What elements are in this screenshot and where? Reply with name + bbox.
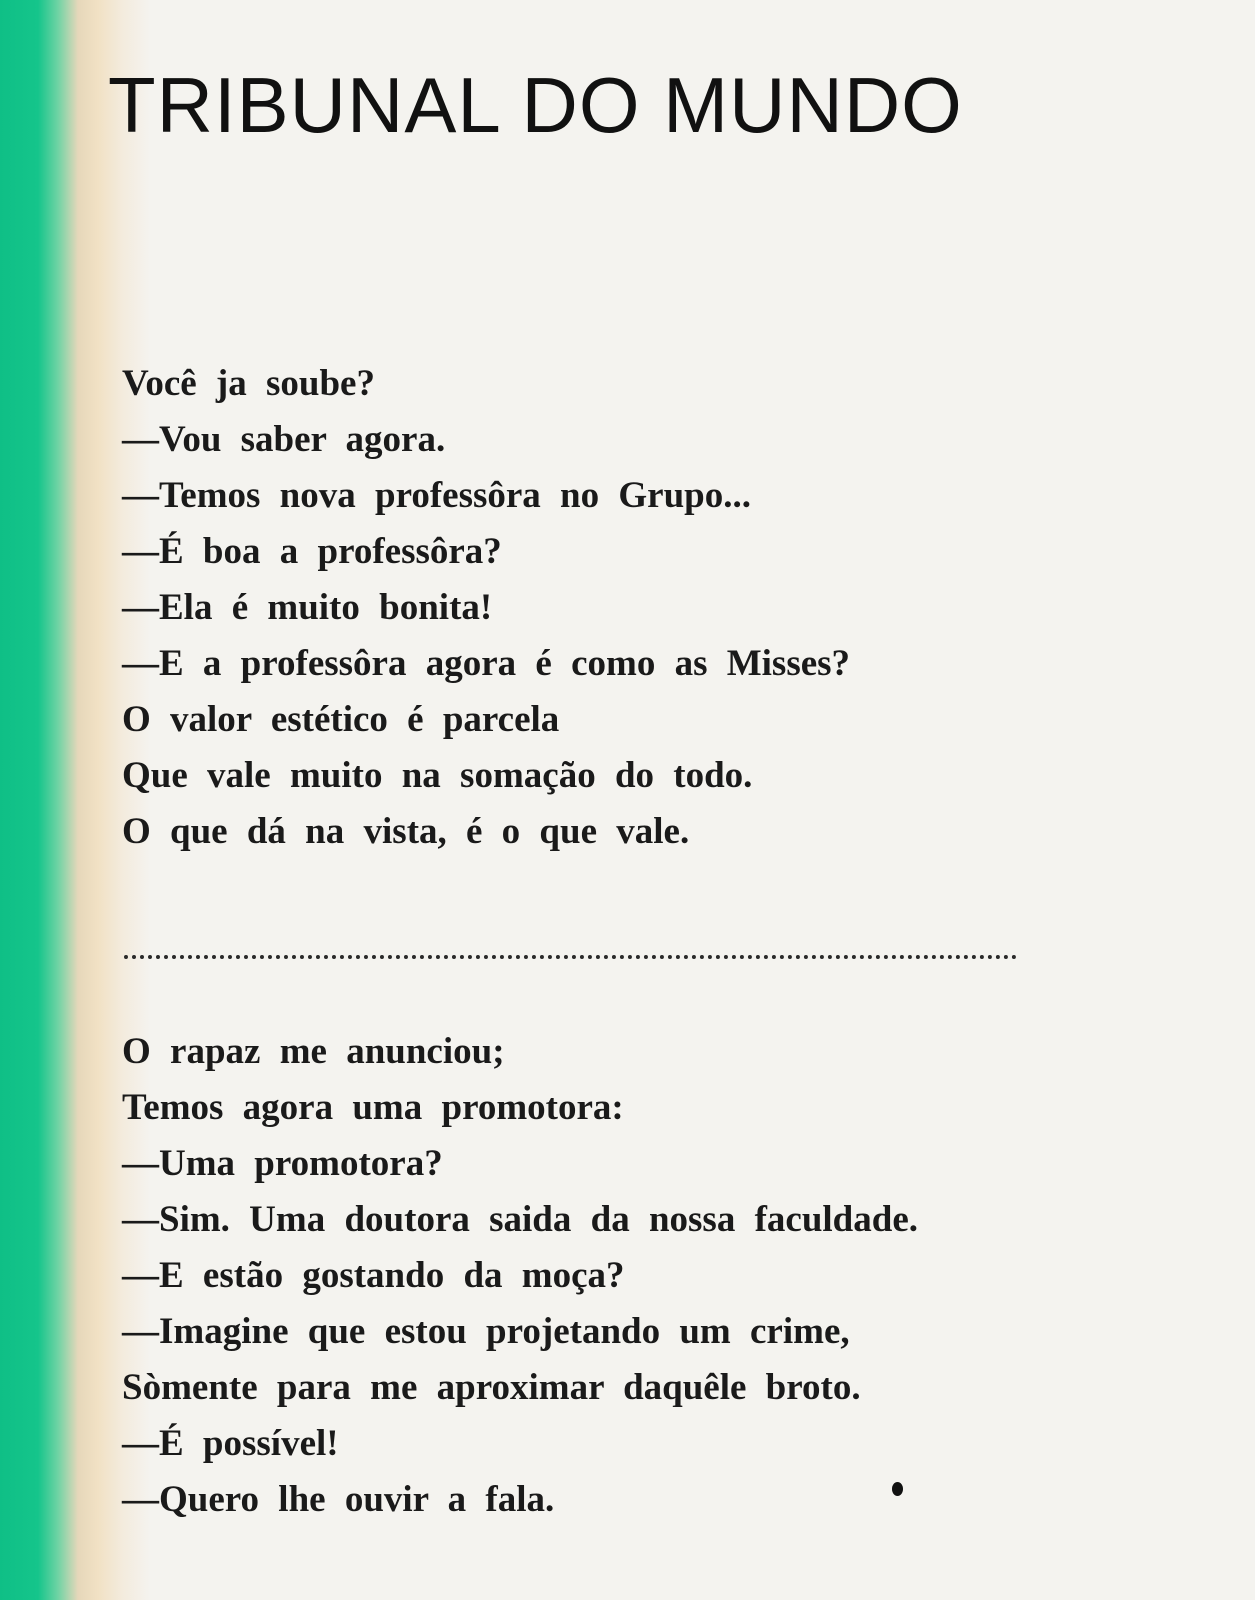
verse-line: —Ela é muito bonita! (122, 587, 493, 628)
dotted-divider (124, 955, 1017, 959)
verse-line: Que vale muito na somação do todo. (122, 755, 753, 796)
verse-line: Você ja soube? (122, 363, 375, 404)
verse-line: —É possível! (122, 1423, 339, 1464)
ink-dot-mark (892, 1482, 903, 1496)
page-title: TRIBUNAL DO MUNDO (108, 61, 963, 149)
stanza-1 (122, 356, 850, 860)
verse-line: —Temos nova professôra no Grupo... (122, 475, 751, 516)
verse-line: Sòmente para me aproximar daquêle broto. (122, 1367, 861, 1408)
verse-line: —Quero lhe ouvir a fala. (122, 1479, 555, 1520)
verse-line: O que dá na vista, é o que vale. (122, 811, 690, 852)
verse-line: —Vou saber agora. (122, 419, 446, 460)
stanza-2 (122, 1024, 918, 1528)
verse-line: —Imagine que estou projetando um crime, (122, 1311, 850, 1352)
verse-line: O rapaz me anunciou; (122, 1031, 505, 1072)
verse-line: —E estão gostando da moça? (122, 1255, 625, 1296)
verse-line: Temos agora uma promotora: (122, 1087, 624, 1128)
verse-line: —E a professôra agora é como as Misses? (122, 643, 851, 684)
verse-line: —Sim. Uma doutora saida da nossa faculdade. (122, 1199, 919, 1240)
verse-line: —É boa a professôra? (122, 531, 502, 572)
verse-line: —Uma promotora? (122, 1143, 443, 1184)
verse-line: O valor estético é parcela (122, 699, 560, 740)
